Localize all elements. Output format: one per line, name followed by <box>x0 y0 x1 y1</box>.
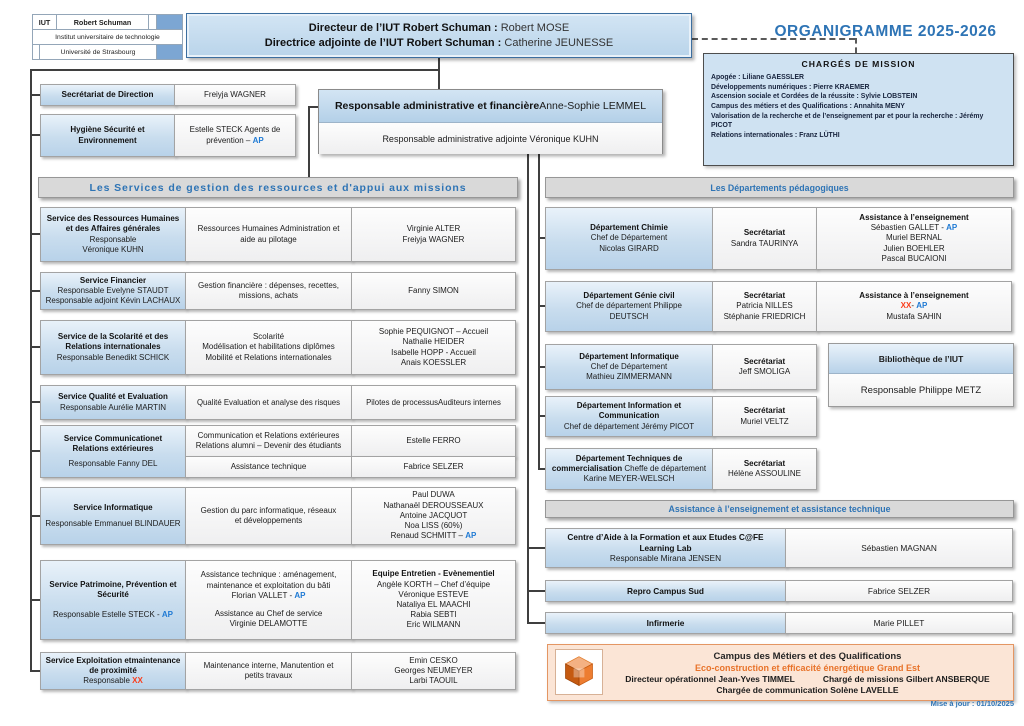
bibliotheque-title: Bibliothèque de l’IUT <box>829 344 1013 374</box>
connector <box>30 69 32 672</box>
campus-subtitle: Eco-construction et efficacité énergétique Grand Est <box>694 662 921 673</box>
dept-informatique-row <box>545 344 817 390</box>
direction-box <box>186 13 692 58</box>
dept-genie-civil-assistance: Assistance à l’enseignement XX- AP Mustafa SAHIN <box>816 281 1012 332</box>
service-communication-box: Service Communicationet Relations extérieures Responsable Fanny DEL <box>40 425 186 478</box>
service-informatique-box: Service Informatique Responsable Emmanuel BLINDAUER <box>40 487 186 545</box>
service-rh-staff: Virginie ALTER Freiyja WAGNER <box>351 207 516 262</box>
logo-line3: Université de Strasbourg <box>39 44 157 60</box>
update-date: Mise à jour : 01/10/2025 <box>930 699 1014 708</box>
connector <box>527 154 529 624</box>
service-qualite-mission: Qualité Evaluation et analyse des risques <box>185 385 352 420</box>
service-patrimoine-staff: Equipe Entretien - Evènementiel Angèle KORTH – Chef d’équipe Véronique ESTEVE Nataliya EL MAACHI Rabia SEBTI Eric WILMANN <box>351 560 516 640</box>
dept-chimie-row <box>545 207 1012 270</box>
charges-title: CHARGÉS DE MISSION <box>801 59 916 69</box>
departements-section-header: Les Départements pédagogiques <box>545 177 1014 198</box>
logo-blue-block <box>156 14 183 30</box>
service-rh-mission: Ressources Humaines Administration et aide au pilotage <box>185 207 352 262</box>
campus-communication-line: Chargée de communication Solène LAVELLE <box>716 684 899 695</box>
service-financier-staff: Fanny SIMON <box>351 272 516 310</box>
communication-mission: Communication et Relations extérieures Relations alumni – Devenir des étudiants <box>185 425 352 457</box>
ap-tag: AP <box>294 590 306 600</box>
ap-tag: AP <box>161 609 174 619</box>
dept-infocom-box: Département Information et Communication Chef de département Jérémy PICOT <box>545 396 713 437</box>
hygiene-label: Hygiène Sécurité et Environnement <box>40 114 175 157</box>
bibliotheque-responsable: Responsable Philippe METZ <box>829 374 1013 406</box>
service-rh-row <box>40 207 516 262</box>
service-informatique-staff: Paul DUWA Nathanaël DEROUSSEAUX Antoine JACQUOT Noa LISS (60%) Renaud SCHMITT – AP <box>351 487 516 545</box>
infirmerie-staff: Marie PILLET <box>785 612 1013 634</box>
service-qualite-staff: Pilotes de processusAuditeurs internes <box>351 385 516 420</box>
dept-informatique-box: Département Informatique Chef de Département Mathieu ZIMMERMANN <box>545 344 713 390</box>
repro-row <box>545 580 1013 602</box>
campus-metiers-box <box>547 644 1014 701</box>
xx-tag: XX <box>132 676 143 686</box>
infirmerie-row <box>545 612 1013 634</box>
service-financier-mission: Gestion financière : dépenses, recettes, missions, achats <box>185 272 352 310</box>
services-section-header: Les Services de gestion des ressources et d'appui aux missions <box>38 177 518 198</box>
connector <box>527 547 546 549</box>
dept-informatique-secretariat: Secrétariat Jeff SMOLIGA <box>712 344 817 390</box>
service-exploitation-staff: Emin CESKO Georges NEUMEYER Larbi TAOUIL <box>351 652 516 690</box>
iut-logo <box>33 14 183 60</box>
ap-tag: AP <box>916 301 928 311</box>
repro-staff: Fabrice SELZER <box>785 580 1013 602</box>
communication-staff: Estelle FERRO <box>351 425 516 457</box>
service-exploitation-box: Service Exploitation etmaintenance de proximité Responsable XX <box>40 652 186 690</box>
xx-tag: XX <box>900 301 912 311</box>
assistance-technique-staff: Fabrice SELZER <box>351 456 516 478</box>
dept-genie-civil-secretariat: Secrétariat Patricia NILLES Stéphanie FRIEDRICH <box>712 281 817 332</box>
connector <box>308 106 310 178</box>
service-patrimoine-box: Service Patrimoine, Prévention et Sécurité Responsable Estelle STECK - AP <box>40 560 186 640</box>
service-qualite-row <box>40 385 516 420</box>
service-informatique-row <box>40 487 516 545</box>
dept-infocom-secretariat: Secrétariat Muriel VELTZ <box>712 396 817 437</box>
dept-chimie-assistance: Assistance à l’enseignement Sébastien GALLET - AP Muriel BERNAL Julien BOEHLER Pascal BUCAIONI <box>816 207 1012 270</box>
connector <box>438 57 440 90</box>
service-exploitation-mission: Maintenance interne, Manutention et petits travaux <box>185 652 352 690</box>
secretariat-direction-row <box>40 84 296 106</box>
service-scolarite-mission: Scolarité Modélisation et habilitations diplômes Mobilité et Relations internationales <box>185 320 352 375</box>
service-scolarite-box: Service de la Scolarité et des Relations internationales Responsable Benedikt SCHICK <box>40 320 186 375</box>
infirmerie-box: Infirmerie <box>545 612 786 634</box>
ap-tag: AP <box>465 531 477 541</box>
raf-header: Responsable administrative et financière Anne-Sophie LEMMEL <box>319 90 662 123</box>
dept-chimie-secretariat: Secrétariat Sandra TAURINYA <box>712 207 817 270</box>
campus-title: Campus des Métiers et des Qualifications <box>713 650 902 662</box>
dept-chimie-box: Département Chimie Chef de Département Nicolas GIRARD <box>545 207 713 270</box>
cafe-box: Centre d’Aide à la Formation et aux Etudes C@FE Learning Lab Responsable Mirana JENSEN <box>545 528 786 568</box>
dept-infocom-row <box>545 396 817 437</box>
page-title: ORGANIGRAMME 2025-2026 <box>774 23 997 40</box>
ap-tag: AP <box>946 223 958 233</box>
raf-adjointe: Responsable administrative adjointe Véronique KUHN <box>319 123 662 154</box>
dept-genie-civil-box: Département Génie civil Chef de département Philippe DEUTSCH <box>545 281 713 332</box>
dept-tc-secretariat: Secrétariat Hélène ASSOULINE <box>712 448 817 490</box>
campus-cube-icon <box>555 649 603 695</box>
service-communication-subrows <box>185 425 517 478</box>
service-patrimoine-row <box>40 560 516 640</box>
cafe-staff: Sébastien MAGNAN <box>785 528 1013 568</box>
logo-iut: IUT <box>32 14 57 30</box>
bibliotheque-box <box>828 343 1014 407</box>
connector <box>30 69 439 71</box>
logo-blue-block <box>156 44 183 60</box>
service-scolarite-staff: Sophie PEQUIGNOT – Accueil Nathalie HEIDER Isabelle HOPP - Accueil Anais KOESSLER <box>351 320 516 375</box>
dept-genie-civil-row <box>545 281 1012 332</box>
directrice-line: Directrice adjointe de l’IUT Robert Schuman : Catherine JEUNESSE <box>264 37 614 49</box>
service-patrimoine-mission: Assistance technique : aménagement, maintenance et exploitation du bâti Florian VALLET - AP Assistance au Chef de service Virginie DELAMOTTE <box>185 560 352 640</box>
repro-box: Repro Campus Sud <box>545 580 786 602</box>
dept-tc-row <box>545 448 817 490</box>
logo-name: Robert Schuman <box>56 14 149 30</box>
charges-items: Apogée : Liliane GAESSLER Développements numériques : Pierre KRAEMER Ascension sociale et Cordées de la réussite : Sylvie LOBSTEIN Campus des métiers et des Qualifications : Annahita MENY Valorisation de la recherche et de l’enseignement par et pour la recherche : Jérémy PICOT Relations internationales : Franz LÜTHI <box>711 74 984 139</box>
service-rh-box: Service des Ressources Humaines et des Affaires générales Responsable Véronique KUHN <box>40 207 186 262</box>
logo-line2: Institut universitaire de technologie <box>32 29 183 45</box>
campus-directeur-line: Directeur opérationnel Jean-Yves TIMMEL Chargé de missions Gilbert ANSBERQUE <box>625 673 990 684</box>
raf-box <box>318 89 663 154</box>
hygiene-securite-row <box>40 114 296 157</box>
dept-tc-box: Département Techniques de commercialisation Cheffe de département Karine MEYER-WELSCH <box>545 448 713 490</box>
secretariat-direction-label: Secrétariat de Direction <box>40 84 175 106</box>
service-financier-row <box>40 272 516 310</box>
connector <box>527 590 546 592</box>
service-qualite-box: Service Qualité et Evaluation Responsable Aurélie MARTIN <box>40 385 186 420</box>
assistance-section-header: Assistance à l’enseignement et assistance technique <box>545 500 1014 518</box>
secretariat-direction-name: Freiyja WAGNER <box>174 84 296 106</box>
service-exploitation-row <box>40 652 516 690</box>
assistance-technique-mission: Assistance technique <box>185 456 352 478</box>
cafe-row <box>545 528 1013 568</box>
hygiene-name: Estelle STECK Agents de prévention – AP <box>174 114 296 157</box>
connector <box>527 622 546 624</box>
service-financier-box: Service Financier Responsable Evelyne STAUDT Responsable adjoint Kévin LACHAUX <box>40 272 186 310</box>
ap-tag: AP <box>252 135 264 145</box>
service-scolarite-row <box>40 320 516 375</box>
charges-de-mission-box <box>703 53 1014 166</box>
service-communication-row <box>40 425 517 478</box>
connector <box>538 154 540 470</box>
directeur-line: Directeur de l’IUT Robert Schuman : Robert MOSE <box>308 22 570 34</box>
service-informatique-mission: Gestion du parc informatique, réseaux et développements <box>185 487 352 545</box>
